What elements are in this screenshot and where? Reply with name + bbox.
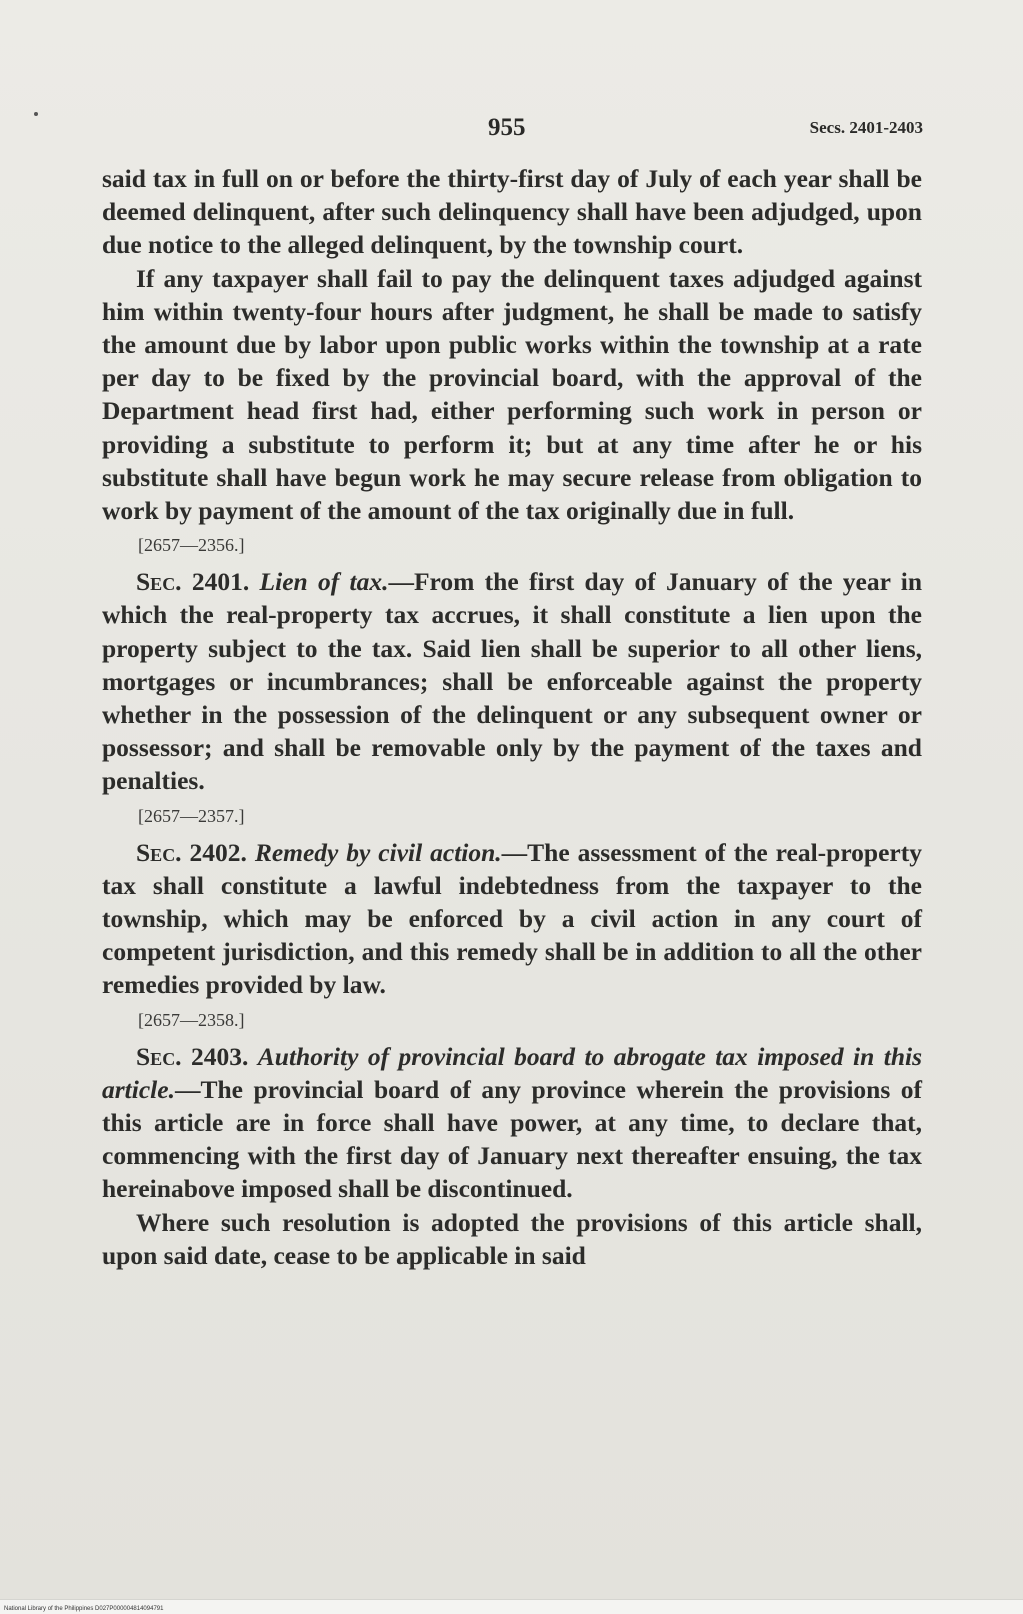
scan-footer: [0, 1599, 1023, 1614]
paragraph-continued: said tax in full on or before the thirty-first day of July of each year shall be deemed delinquent, after such delinquency shall have been adjudged, upon due notice to the alleged delinquent, by the township court.: [102, 164, 922, 260]
source-note-3: [2657—2358.]: [138, 1009, 245, 1030]
running-head: Secs. 2401-2403: [809, 118, 923, 137]
section-2403: [102, 1040, 922, 1206]
section-number: Sec. 2401.: [136, 567, 250, 597]
source-note-1: [2657—2356.]: [138, 535, 245, 556]
section-2402: [102, 836, 922, 1002]
section-heading: Authority of provincial board to abrogate tax imposed in this article.: [102, 1041, 923, 1104]
section-body: —The assessment of the real-property tax shall constitute a lawful indebtedness from the taxpayer to the township, which may be enforced by a civil action in any court of competent jurisdiction, and this remedy shall be in addition to all the other remedies provided by law.: [102, 837, 922, 1000]
section-heading: Remedy by civil action.: [254, 837, 502, 867]
page-number: 955: [488, 114, 526, 141]
section-heading: Lien of tax.: [259, 567, 389, 597]
section-number: Sec. 2402.: [136, 837, 247, 867]
page-header: [0, 114, 1023, 144]
paragraph-delinquent-labor: If any taxpayer shall fail to pay the delinquent taxes adjudged against him within twenty-four hours after judgment, he shall be made to satisfy the amount due by labor upon public works within the township at a rate per day to be fixed by the provincial board, with the approval of the Department head first had, either performing such work in person or providing a substitute to perform it; but at any time after he or his substitute shall have begun work he may secure release from obligation to work by payment of the amount of the tax originally due in full.: [102, 263, 922, 526]
section-body: —The provincial board of any province wherein the provisions of this article are in force shall have power, at any time, to declare that, commencing with the first day of January next thereafter ensuing, the tax hereinabove imposed shall be discontinued.: [102, 1074, 922, 1204]
section-body: —From the first day of January of the year in which the real-property tax accrues, it shall constitute a lien upon the property subject to the tax. Said lien shall be superior to all other liens, mortgages or incumbrances; shall be enforceable against the property whether in the possession of the delinquent or any subsequent owner or possessor; and shall be removable only by the payment of the taxes and penalties.: [102, 567, 923, 796]
body-text: [102, 162, 922, 1272]
source-note-2: [2657—2357.]: [138, 805, 245, 826]
scan-source-label: National Library of the Philippines D027P000004814094791: [4, 1606, 164, 1612]
section-number: Sec. 2403.: [136, 1041, 249, 1071]
paragraph-resolution: Where such resolution is adopted the provisions of this article shall, upon said date, cease to be applicable in said: [102, 1207, 922, 1270]
section-2401: [102, 565, 922, 797]
